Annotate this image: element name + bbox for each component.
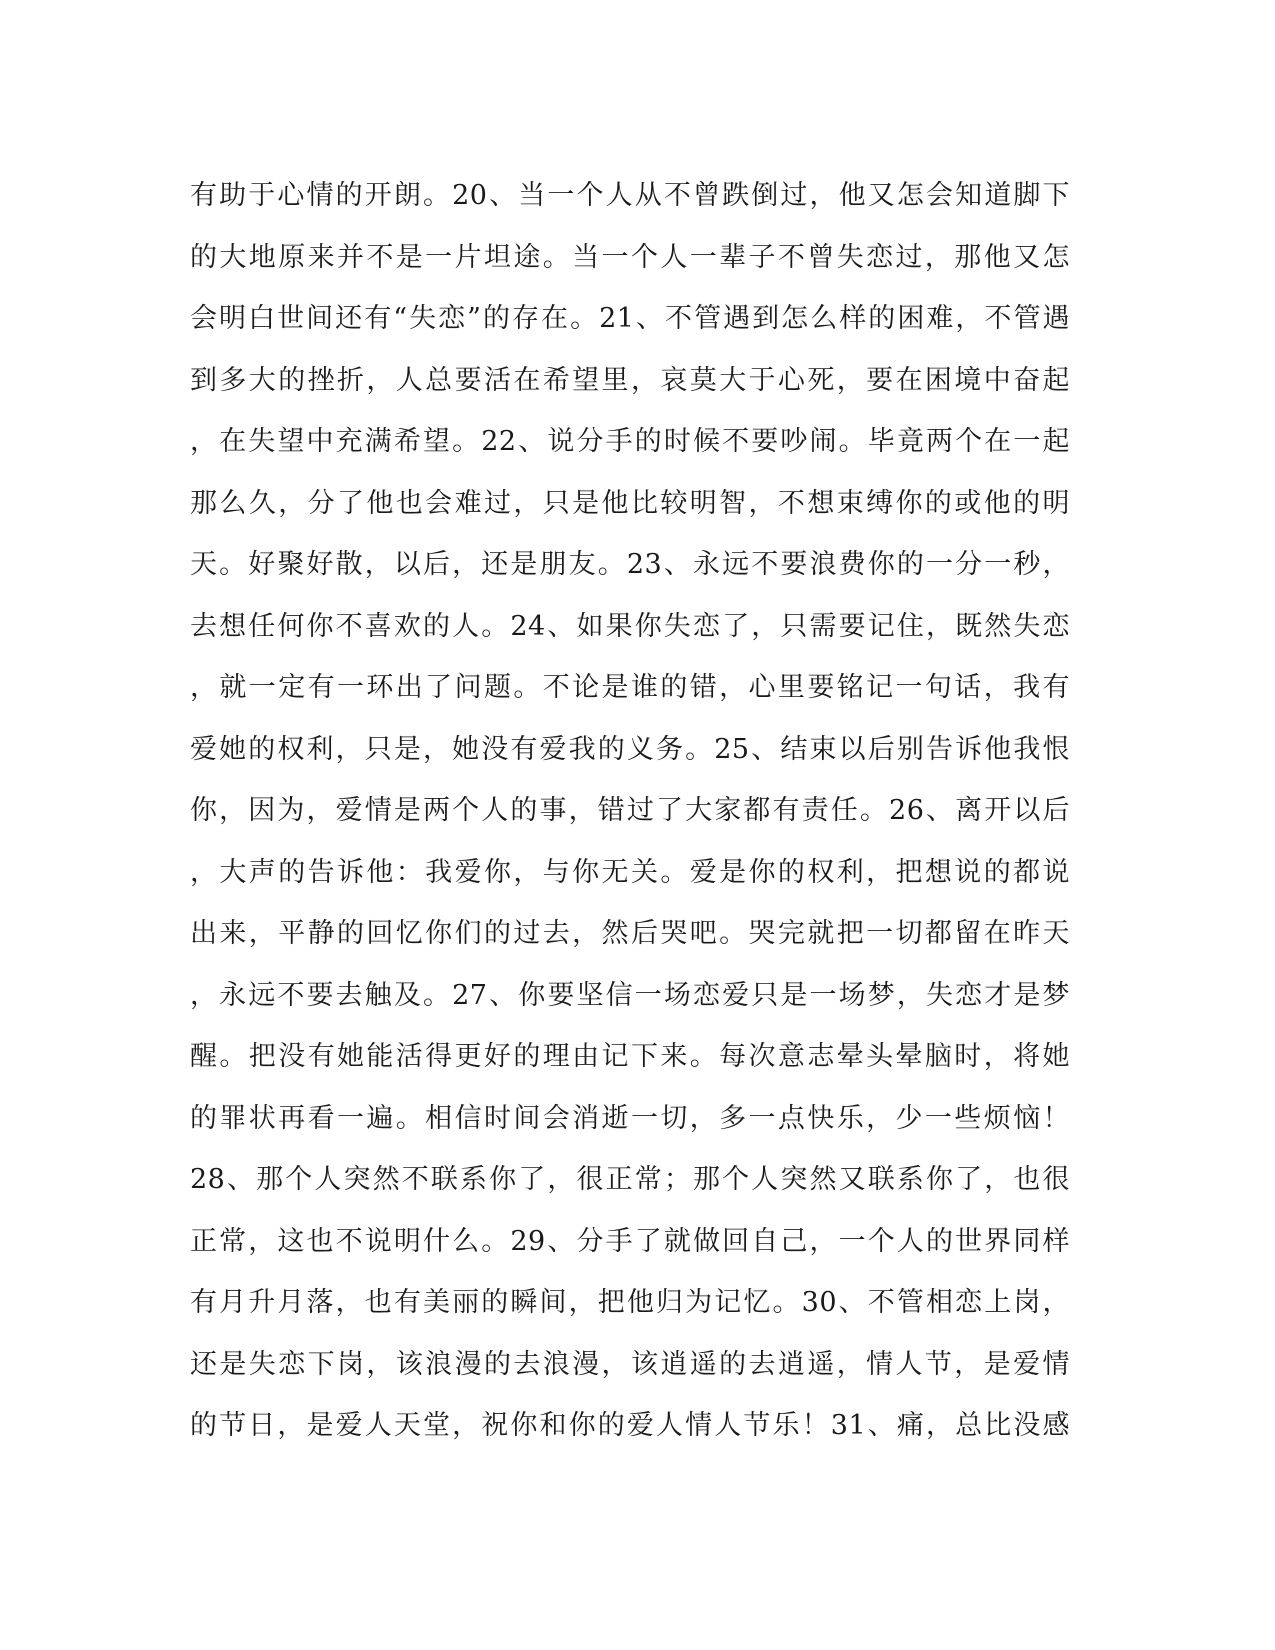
text-line: ，就一定有一环出了问题。不论是谁的错，心里要铭记一句话，我有 bbox=[190, 672, 1070, 703]
text-line: ，在失望中充满希望。22、说分手的时候不要吵闹。毕竟两个在一起 bbox=[190, 426, 1070, 457]
text-line: 的节日，是爱人天堂，祝你和你的爱人情人节乐！31、痛，总比没感 bbox=[190, 1410, 1070, 1441]
text-line: ，永远不要去触及。27、你要坚信一场恋爱只是一场梦，失恋才是梦 bbox=[190, 979, 1070, 1011]
text-line: 的罪状再看一遍。相信时间会消逝一切，多一点快乐，少一些烦恼！ bbox=[190, 1102, 1070, 1134]
text-line: 去想任何你不喜欢的人。24、如果你失恋了，只需要记住，既然失恋 bbox=[190, 610, 1070, 642]
text-line: 有月升月落，也有美丽的瞬间，把他归为记忆。30、不管相恋上岗， bbox=[190, 1287, 1070, 1318]
text-line: 正常，这也不说明什么。29、分手了就做回自己，一个人的世界同样 bbox=[190, 1225, 1070, 1257]
text-line: 那么久，分了他也会难过，只是他比较明智，不想束缚你的或他的明 bbox=[190, 487, 1070, 519]
text-line: 天。好聚好散，以后，还是朋友。23、永远不要浪费你的一分一秒， bbox=[190, 549, 1070, 580]
text-line: ，大声的告诉他：我爱你，与你无关。爱是你的权利，把想说的都说 bbox=[190, 856, 1070, 888]
text-line: 还是失恋下岗，该浪漫的去浪漫，该逍遥的去逍遥，情人节，是爱情 bbox=[190, 1348, 1070, 1380]
text-line: 28、那个人突然不联系你了，很正常；那个人突然又联系你了，也很 bbox=[190, 1164, 1070, 1195]
text-line: 醒。把没有她能活得更好的理由记下来。每次意志晕头晕脑时，将她 bbox=[190, 1041, 1070, 1072]
text-line: 会明白世间还有“失恋”的存在。21、不管遇到怎么样的困难，不管遇 bbox=[190, 303, 1070, 334]
text-line: 到多大的挫折，人总要活在希望里，哀莫大于心死，要在困境中奋起 bbox=[190, 364, 1070, 396]
text-line: 的大地原来并不是一片坦途。当一个人一辈子不曾失恋过，那他又怎 bbox=[190, 241, 1070, 273]
text-line: 你，因为，爱情是两个人的事，错过了大家都有责任。26、离开以后 bbox=[190, 795, 1070, 826]
text-line: 爱她的权利，只是，她没有爱我的义务。25、结束以后别告诉他我恨 bbox=[190, 733, 1070, 765]
text-line: 出来，平静的回忆你们的过去，然后哭吧。哭完就把一切都留在昨天 bbox=[190, 918, 1070, 949]
text-line: 有助于心情的开朗。20、当一个人从不曾跌倒过，他又怎会知道脚下 bbox=[190, 180, 1070, 211]
body-text bbox=[190, 165, 1070, 1457]
